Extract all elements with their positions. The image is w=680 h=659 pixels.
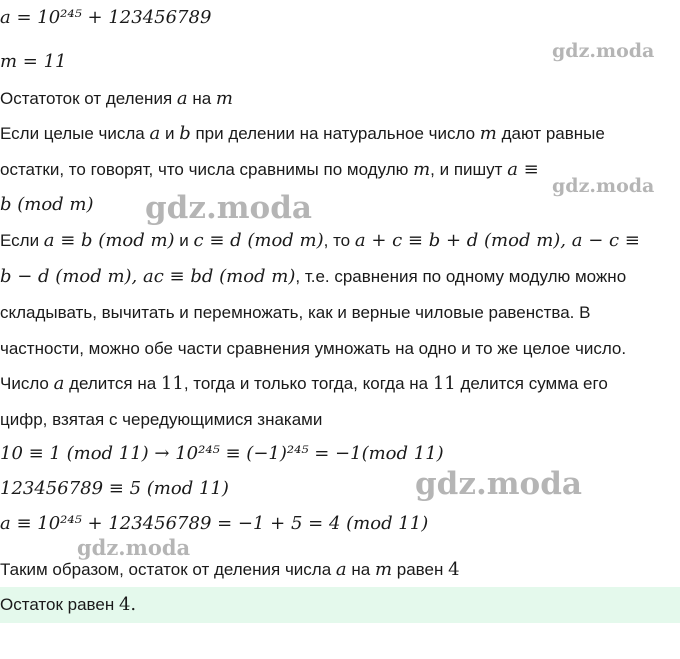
equation-a: a = 10²⁴⁵ + 123456789 (0, 7, 212, 28)
calc-line-3: a ≡ 10²⁴⁵ + 123456789 = −1 + 5 = 4 (mod 11) (0, 513, 429, 534)
definition-line-2: остатки, то говорят, что числа сравнимы по модулю m, и пишут a ≡ (0, 159, 539, 180)
property-line-3: складывать, вычитать и перемножать, как и верные чиловые равенства. В (0, 303, 591, 322)
property-line-2: b − d (mod m), ac ≡ bd (mod m), т.е. сравнения по одному модулю можно (0, 266, 627, 287)
watermark: gdz.moda (145, 190, 312, 226)
equation-m: m = 11 (0, 51, 67, 72)
watermark: gdz.moda (552, 40, 655, 62)
definition-line-1: Если целые числа a и b при делении на натуральное число m дают равные (0, 123, 605, 144)
calc-line-1: 10 ≡ 1 (mod 11) → 10²⁴⁵ ≡ (−1)²⁴⁵ = −1(mod 11) (0, 443, 444, 464)
divisibility-line-1: Число a делится на 11, тогда и только тогда, когда на 11 делится сумма его (0, 373, 608, 394)
answer-box (0, 587, 680, 623)
divisibility-line-2: цифр, взятая с чередующимися знаками (0, 410, 323, 429)
answer-label: Остаток равен (0, 595, 119, 614)
remainder-heading: Остатоток от деления a на m (0, 88, 233, 109)
watermark: gdz.moda (77, 535, 191, 560)
watermark: gdz.moda (552, 175, 655, 197)
answer-value: 4. (118, 594, 137, 615)
conclusion-line: Таким образом, остаток от деления числа a на m равен 4 (0, 559, 460, 580)
calc-line-2: 123456789 ≡ 5 (mod 11) (0, 478, 229, 499)
property-line-4: частности, можно обе части сравнения умножать на одно и то же целое число. (0, 339, 627, 358)
definition-line-3: b (mod m) (0, 194, 94, 215)
property-line-1: Если a ≡ b (mod m) и c ≡ d (mod m), то a + c ≡ b + d (mod m), a − c ≡ (0, 230, 640, 251)
watermark: gdz.moda (415, 466, 582, 502)
